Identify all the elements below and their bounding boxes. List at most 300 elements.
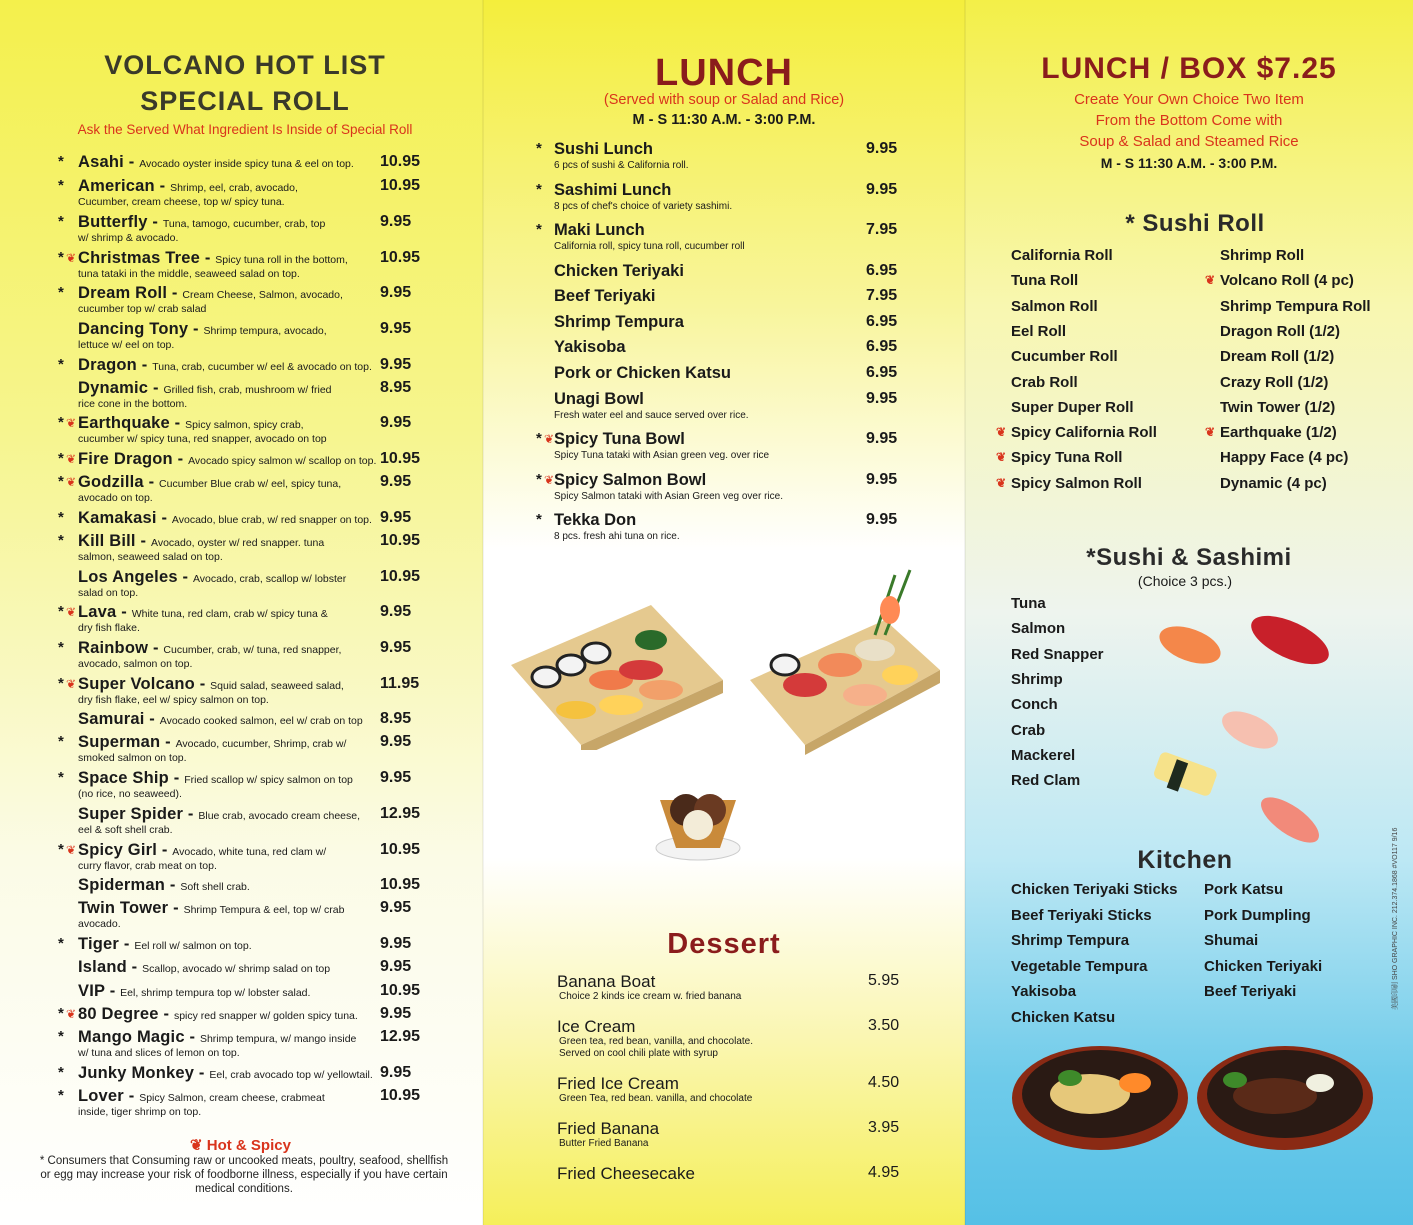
- lunch-box-sub1: Create Your Own Choice Two Item: [1074, 91, 1304, 108]
- roll-line: [78, 603, 378, 622]
- roll-desc-2: eel & soft shell crab.: [78, 824, 173, 836]
- sushi-roll-item: [1011, 399, 1134, 416]
- hot-list-title: VOLCANO HOT LIST: [104, 50, 386, 80]
- lunch-item-desc: 6 pcs of sushi & California roll.: [554, 160, 689, 171]
- kitchen-item: [1204, 932, 1258, 949]
- dessert-name: Fried Banana: [557, 1119, 660, 1138]
- sushi-roll-item-label: Salmon Roll: [1011, 297, 1098, 315]
- special-roll-item: [58, 414, 438, 448]
- dessert-desc: [559, 1036, 753, 1060]
- roll-name: Dancing Tony: [78, 320, 189, 338]
- hot-pepper-icon: ❦: [996, 475, 1007, 490]
- fold-line-1: [482, 0, 484, 1225]
- dessert-item: [557, 1074, 907, 1114]
- roll-desc: Tuna, crab, cucumber w/ eel & avocado on top.: [152, 361, 372, 373]
- star-marker: *: [58, 1005, 64, 1022]
- sashimi-item: [1011, 722, 1045, 739]
- roll-dash: -: [169, 414, 186, 432]
- roll-line: [78, 568, 378, 587]
- roll-name: Samurai: [78, 710, 145, 728]
- lunch-box-sub2: From the Bottom Come with: [1095, 112, 1283, 129]
- sashimi-item-label: Conch: [1011, 696, 1058, 714]
- lunch-item-name: Chicken Teriyaki: [554, 262, 684, 280]
- star-marker: *: [58, 153, 64, 170]
- kitchen-item-label: Pork Katsu: [1204, 881, 1284, 898]
- disclaimer: * Consumers that Consuming raw or uncooked meats, poultry, seafood, shellfish or egg may increase your risk of foodborne illness, especially if you have certain medical conditions.: [39, 1155, 449, 1195]
- roll-name: Space Ship: [78, 769, 169, 787]
- roll-line: [78, 153, 378, 172]
- hot-list-panel: [0, 0, 483, 1225]
- lunch-item-name: Shrimp Tempura: [554, 313, 684, 331]
- lunch-item: [536, 181, 916, 217]
- lunch-item-price: 7.95: [866, 287, 898, 304]
- roll-price: 9.95: [380, 284, 412, 301]
- sashimi-item: [1011, 646, 1104, 663]
- kitchen-item-label: Vegetable Tempura: [1011, 957, 1148, 975]
- roll-line: [78, 958, 378, 977]
- lunch-item-name: Maki Lunch: [554, 221, 645, 239]
- star-marker: *: [58, 935, 64, 952]
- roll-price: 10.95: [380, 249, 421, 266]
- sushi-roll-item-label: Eel Roll: [1011, 322, 1067, 340]
- lunch-title: LUNCH: [655, 52, 793, 94]
- roll-desc: Soft shell crab.: [180, 881, 250, 893]
- star-marker: *: [58, 284, 64, 301]
- dessert-desc-1: Green Tea, red bean. vanilla, and chocolate: [559, 1093, 753, 1104]
- roll-desc: White tuna, red clam, crab w/ spicy tuna &: [131, 608, 328, 620]
- lunch-item-name: Spicy Tuna Bowl: [554, 430, 685, 448]
- roll-line: [78, 710, 378, 729]
- sushi-roll-item: [1220, 374, 1328, 391]
- sushi-roll-item: [1220, 449, 1348, 466]
- star-marker: *: [58, 1028, 64, 1045]
- sushi-roll-item: [1220, 298, 1371, 315]
- sashimi-item: [1011, 696, 1058, 713]
- lunch-item-desc: Spicy Salmon tataki with Asian Green veg over rice.: [554, 491, 783, 502]
- fold-line-2: [964, 0, 966, 1225]
- sushi-roll-item-label: Earthquake (1/2): [1220, 424, 1337, 442]
- roll-price: 10.95: [380, 532, 421, 549]
- sushi-roll-item: [996, 474, 1142, 492]
- roll-name: Kamakasi: [78, 509, 157, 527]
- roll-price: 9.95: [380, 769, 412, 786]
- roll-desc: Spicy Salmon, cream cheese, crabmeat: [139, 1092, 325, 1104]
- roll-dash: -: [104, 982, 121, 1000]
- ice-cream-image: [648, 770, 748, 865]
- dessert-desc: [559, 1093, 752, 1105]
- sushi-roll-item: [1220, 475, 1327, 492]
- hot-pepper-icon: ❦: [66, 605, 77, 619]
- roll-line: [78, 639, 378, 658]
- lunch-box-title: LUNCH / BOX $7.25: [1041, 52, 1337, 85]
- lunch-item-price: 6.95: [866, 338, 898, 355]
- lunch-item-desc: Fresh water eel and sauce served over rice.: [554, 410, 749, 421]
- roll-price: 10.95: [380, 450, 421, 467]
- hot-pepper-icon: ❦: [996, 450, 1007, 465]
- sushi-roll-item: [996, 424, 1157, 442]
- roll-line: [78, 841, 378, 860]
- roll-line: [78, 509, 378, 528]
- roll-desc: Avocado oyster inside spicy tuna & eel on top.: [139, 158, 354, 170]
- kitchen-item-label: Shrimp Tempura: [1011, 932, 1130, 949]
- special-roll-item: [58, 473, 438, 507]
- roll-desc-2: (no rice, no seaweed).: [78, 788, 182, 800]
- roll-line: [78, 982, 378, 1001]
- sashimi-item-label: Red Clam: [1011, 772, 1081, 790]
- star-marker: *: [536, 511, 542, 528]
- kitchen-item: [1011, 958, 1147, 975]
- kitchen-item-label: Shumai: [1204, 932, 1259, 949]
- kitchen-item: [1204, 881, 1283, 898]
- roll-price: 9.95: [380, 899, 412, 916]
- sashimi-item: [1011, 747, 1075, 764]
- roll-price: 9.95: [380, 733, 412, 750]
- star-marker: *: [58, 769, 64, 786]
- sushi-roll-item-label: Shrimp Tempura Roll: [1220, 297, 1371, 315]
- lunch-item-desc: California roll, spicy tuna roll, cucumber roll: [554, 241, 745, 252]
- star-marker: *: [536, 181, 542, 198]
- sushi-roll-item-label: Spicy California Roll: [1011, 424, 1157, 442]
- star-marker: *: [58, 603, 64, 620]
- sushi-sashimi-subtitle: (Choice 3 pcs.): [1137, 573, 1233, 589]
- sushi-roll-item: [1220, 247, 1304, 264]
- sushi-roll-item: [1011, 272, 1078, 289]
- roll-price: 9.95: [380, 320, 412, 337]
- roll-price: 9.95: [380, 639, 412, 656]
- roll-dash: -: [148, 379, 164, 397]
- roll-price: 11.95: [380, 675, 420, 692]
- lunch-item: [536, 221, 916, 257]
- star-marker: *: [536, 221, 542, 238]
- roll-price: 9.95: [380, 356, 412, 373]
- kitchen-item: [1204, 907, 1311, 924]
- special-roll-item: [58, 841, 438, 875]
- sushi-roll-item: [1011, 374, 1078, 391]
- special-roll-item: [58, 733, 438, 767]
- roll-desc: Eel, shrimp tempura top w/ lobster salad.: [120, 987, 311, 999]
- lunch-box-panel: [965, 0, 1413, 1225]
- lunch-panel: [483, 0, 965, 1225]
- roll-dash: -: [123, 1087, 140, 1105]
- dessert-desc-1: Green tea, red bean, vanilla, and chocolate.: [559, 1036, 754, 1047]
- lunch-item: [536, 511, 916, 547]
- roll-desc: Avocado, blue crab, w/ red snapper on top.: [171, 514, 372, 526]
- roll-line: [78, 320, 378, 339]
- sushi-roll-item-label: Dynamic (4 pc): [1220, 474, 1327, 492]
- special-roll-item: [58, 1028, 438, 1062]
- roll-dash: -: [184, 1028, 200, 1046]
- lunch-item-name: Yakisoba: [554, 338, 626, 356]
- roll-desc-2: salad on top.: [78, 587, 139, 599]
- roll-desc-2: cucumber w/ spicy tuna, red snapper, avocado on top: [78, 433, 327, 445]
- roll-desc: Tuna, tamogo, cucumber, crab, top: [162, 218, 326, 230]
- lunch-subtitle: (Served with soup or Salad and Rice): [603, 92, 845, 108]
- sushi-roll-item-label: Dream Roll (1/2): [1220, 348, 1335, 366]
- hot-pepper-icon: ❦: [66, 452, 77, 466]
- special-roll-item: [58, 249, 438, 283]
- sushi-roll-item-label: Shrimp Roll: [1220, 247, 1305, 264]
- roll-desc-2: rice cone in the bottom.: [78, 398, 188, 410]
- roll-line: [78, 379, 378, 398]
- roll-line: [78, 876, 378, 895]
- roll-line: [78, 532, 378, 551]
- star-marker: *: [58, 177, 64, 194]
- lunch-item-price: 6.95: [866, 262, 898, 279]
- roll-line: [78, 899, 378, 918]
- roll-name: Junky Monkey: [78, 1064, 195, 1082]
- roll-price: 10.95: [380, 153, 421, 170]
- sashimi-item: [1011, 620, 1065, 637]
- star-marker: *: [58, 450, 64, 467]
- star-marker: *: [58, 509, 64, 526]
- roll-desc-2: avocado, salmon on top.: [78, 658, 193, 670]
- roll-dash: -: [147, 213, 163, 231]
- roll-name: Super Spider: [78, 805, 184, 823]
- hot-pepper-icon: ❦: [66, 251, 77, 265]
- roll-desc-2: Cucumber, cream cheese, top w/ spicy tuna.: [78, 196, 285, 208]
- roll-desc: Shrimp, eel, crab, avocado,: [170, 182, 298, 194]
- dessert-price: 4.50: [868, 1074, 900, 1091]
- sushi-roll-item-label: Spicy Tuna Roll: [1011, 449, 1123, 467]
- roll-desc: Spicy tuna roll in the bottom,: [215, 254, 348, 266]
- dessert-price: 3.95: [868, 1119, 900, 1136]
- lunch-item-price: 9.95: [866, 181, 898, 198]
- lunch-hours: M - S 11:30 A.M. - 3:00 P.M.: [632, 112, 816, 128]
- lunch-item-desc: 8 pcs of chef's choice of variety sashimi.: [554, 201, 733, 212]
- special-roll-item: [58, 805, 438, 839]
- roll-desc: Avocado cooked salmon, eel w/ crab on top: [159, 715, 363, 727]
- roll-name: 80 Degree: [78, 1005, 159, 1023]
- roll-name: Butterfly: [78, 213, 148, 231]
- sashimi-item: [1011, 772, 1080, 789]
- roll-desc: Fried scallop w/ spicy salmon on top: [184, 774, 353, 786]
- roll-desc: Scallop, avocado w/ shrimp salad on top: [142, 963, 331, 975]
- dessert-title: Dessert: [667, 928, 781, 960]
- roll-desc: Cucumber, crab, w/ tuna, red snapper,: [163, 644, 342, 656]
- lunch-item-desc: 8 pcs. fresh ahi tuna on rice.: [554, 531, 680, 542]
- sushi-roll-item-label: Crazy Roll (1/2): [1220, 373, 1329, 391]
- roll-name: Dragon: [78, 356, 137, 374]
- lunch-item-price: 9.95: [866, 390, 898, 407]
- sushi-roll-item-label: California Roll: [1011, 247, 1113, 264]
- roll-price: 10.95: [380, 876, 421, 893]
- sushi-roll-item-label: Super Duper Roll: [1011, 398, 1134, 416]
- roll-desc-2: curry flavor, crab meat on top.: [78, 860, 217, 872]
- hot-pepper-icon: ❦: [66, 1007, 77, 1021]
- roll-desc-2: smoked salmon on top.: [78, 752, 187, 764]
- roll-price: 9.95: [380, 509, 412, 526]
- roll-dash: -: [154, 177, 171, 195]
- sushi-roll-item: [1011, 323, 1066, 340]
- kitchen-item: [1204, 958, 1322, 975]
- roll-price: 8.95: [380, 710, 412, 727]
- roll-desc: Cucumber Blue crab w/ eel, spicy tuna,: [159, 478, 342, 490]
- roll-price: 9.95: [380, 473, 412, 490]
- sushi-roll-item: [1220, 399, 1335, 416]
- roll-name: Earthquake: [78, 414, 170, 432]
- kitchen-item: [1011, 932, 1129, 949]
- roll-line: [78, 1028, 378, 1047]
- star-marker: *: [58, 249, 64, 266]
- roll-line: [78, 249, 378, 268]
- roll-dash: -: [177, 568, 193, 586]
- roll-name: Fire Dragon: [78, 450, 173, 468]
- special-roll-item: [58, 284, 438, 318]
- kitchen-item-label: Chicken Katsu: [1011, 1008, 1116, 1026]
- hot-spicy-legend: [190, 1136, 291, 1154]
- sushi-roll-item: [1205, 424, 1337, 442]
- lunch-item: [536, 430, 916, 466]
- roll-dash: -: [136, 356, 153, 374]
- roll-name: Tiger: [78, 935, 120, 953]
- star-marker: *: [536, 471, 542, 488]
- lunch-box-sub3: Soup & Salad and Steamed Rice: [1079, 133, 1299, 150]
- roll-name: VIP: [78, 982, 105, 1000]
- roll-desc: Avocado, crab, scallop w/ lobster: [192, 573, 347, 585]
- roll-name: Christmas Tree: [78, 249, 201, 267]
- dessert-name: Ice Cream: [557, 1017, 636, 1036]
- roll-line: [78, 284, 378, 303]
- roll-dash: -: [188, 320, 204, 338]
- kitchen-item-label: Beef Teriyaki Sticks: [1011, 906, 1152, 924]
- roll-dash: -: [119, 935, 135, 953]
- dessert-desc: [559, 991, 741, 1003]
- pepper-icon: ❦: [190, 1137, 203, 1154]
- roll-name: Los Angeles: [78, 568, 178, 586]
- lunch-item-name: Unagi Bowl: [554, 390, 644, 408]
- sushi-roll-item-label: Volcano Roll (4 pc): [1220, 272, 1354, 290]
- roll-line: [78, 1087, 378, 1106]
- sushi-roll-item-label: Tuna Roll: [1011, 272, 1079, 290]
- roll-line: [78, 356, 378, 375]
- roll-name: Lover: [78, 1087, 124, 1105]
- special-roll-item: [58, 379, 438, 413]
- lunch-item-price: 9.95: [866, 140, 898, 157]
- special-roll-item: [58, 899, 438, 933]
- lunch-item-name: Sashimi Lunch: [554, 181, 672, 199]
- sashimi-item-label: Tuna: [1011, 595, 1046, 612]
- roll-name: Lava: [78, 603, 117, 621]
- lunch-item-price: 9.95: [866, 430, 898, 447]
- roll-price: 9.95: [380, 958, 412, 975]
- roll-name: Godzilla: [78, 473, 144, 491]
- lunch-item-name: Pork or Chicken Katsu: [554, 364, 731, 382]
- special-roll-title: SPECIAL ROLL: [140, 86, 350, 116]
- special-roll-item: [58, 639, 438, 673]
- roll-line: [78, 177, 378, 196]
- star-marker: *: [58, 841, 64, 858]
- sushi-roll-item-label: Twin Tower (1/2): [1220, 398, 1336, 416]
- roll-desc: Blue crab, avocado cream cheese,: [198, 810, 361, 822]
- sushi-platter-image: [501, 585, 731, 750]
- roll-dash: -: [194, 1064, 210, 1082]
- star-marker: *: [58, 473, 64, 490]
- roll-desc: Spicy salmon, spicy crab,: [185, 419, 304, 431]
- roll-name: Spicy Girl: [78, 841, 158, 859]
- roll-dash: -: [200, 249, 216, 267]
- roll-desc-2: avocado on top.: [78, 492, 153, 504]
- roll-name: American: [78, 177, 155, 195]
- roll-line: [78, 1064, 378, 1083]
- hot-pepper-icon: ❦: [996, 425, 1007, 440]
- roll-dash: -: [123, 153, 140, 171]
- lunch-item-name: Sushi Lunch: [554, 140, 653, 158]
- lunch-item: [536, 140, 916, 176]
- roll-dash: -: [148, 639, 164, 657]
- roll-desc: Shrimp Tempura & eel, top w/ crab: [183, 904, 345, 916]
- roll-name: Twin Tower: [78, 899, 169, 917]
- roll-dash: -: [156, 509, 172, 527]
- star-marker: *: [58, 213, 64, 230]
- roll-desc-2: inside, tiger shrimp on top.: [78, 1106, 202, 1118]
- roll-desc-2: w/ tuna and slices of lemon on top.: [78, 1047, 240, 1059]
- kitchen-item: [1204, 983, 1296, 1000]
- roll-desc: Avocado spicy salmon w/ scallop on top.: [188, 455, 377, 467]
- lunch-item-price: 6.95: [866, 313, 898, 330]
- hot-pepper-icon: ❦: [544, 432, 555, 446]
- roll-dash: -: [172, 450, 189, 468]
- sizzling-plates-image: [1010, 1028, 1380, 1163]
- star-marker: *: [58, 639, 64, 656]
- roll-name: Spiderman: [78, 876, 166, 894]
- star-marker: *: [58, 675, 64, 692]
- roll-desc: Cream Cheese, Salmon, avocado,: [182, 289, 343, 301]
- lunch-item-name: Tekka Don: [554, 511, 637, 529]
- roll-desc: Avocado, white tuna, red clam w/: [172, 846, 327, 858]
- roll-price: 10.95: [380, 982, 421, 999]
- roll-price: 9.95: [380, 935, 412, 952]
- kitchen-item: [1011, 907, 1152, 924]
- sashimi-item-label: Salmon: [1011, 620, 1066, 638]
- roll-desc: Shrimp tempura, avocado,: [203, 325, 327, 337]
- roll-name: Asahi: [78, 153, 124, 171]
- roll-dash: -: [157, 841, 173, 859]
- special-roll-item: [58, 603, 438, 637]
- roll-price: 8.95: [380, 379, 412, 396]
- lunch-box-hours: M - S 11:30 A.M. - 3:00 P.M.: [1100, 155, 1278, 171]
- roll-dash: -: [143, 473, 160, 491]
- roll-name: Superman: [78, 733, 161, 751]
- roll-desc-2: lettuce w/ eel on top.: [78, 339, 175, 351]
- lunch-item-price: 9.95: [866, 511, 898, 528]
- roll-dash: -: [168, 769, 185, 787]
- sushi-roll-item-label: Dragon Roll (1/2): [1220, 322, 1341, 340]
- sushi-roll-item: [1011, 298, 1098, 315]
- roll-line: [78, 1005, 378, 1024]
- roll-desc-2: w/ shrimp & avocado.: [78, 232, 179, 244]
- dessert-desc: [559, 1138, 649, 1150]
- sashimi-item: [1011, 595, 1046, 612]
- roll-price: 9.95: [380, 1064, 412, 1081]
- kitchen-item-label: Yakisoba: [1011, 983, 1077, 1000]
- roll-price: 9.95: [380, 603, 412, 620]
- roll-price: 9.95: [380, 213, 412, 230]
- roll-desc: Shrimp tempura, w/ mango inside: [199, 1033, 357, 1045]
- legend-label: Hot & Spicy: [206, 1137, 291, 1154]
- roll-desc: Grilled fish, crab, mushroom w/ fried: [163, 384, 332, 396]
- roll-name: Dream Roll: [78, 284, 168, 302]
- dessert-name: Fried Ice Cream: [557, 1074, 679, 1093]
- roll-desc-2: salmon, seaweed salad on top.: [78, 551, 223, 563]
- star-marker: *: [58, 414, 64, 431]
- kitchen-item: [1011, 881, 1177, 898]
- sushi-roll-item: [1011, 348, 1118, 365]
- star-marker: *: [536, 140, 542, 157]
- roll-desc: Squid salad, seaweed salad,: [210, 680, 344, 692]
- roll-dash: -: [167, 284, 183, 302]
- roll-line: [78, 733, 378, 752]
- special-roll-item: [58, 1087, 438, 1121]
